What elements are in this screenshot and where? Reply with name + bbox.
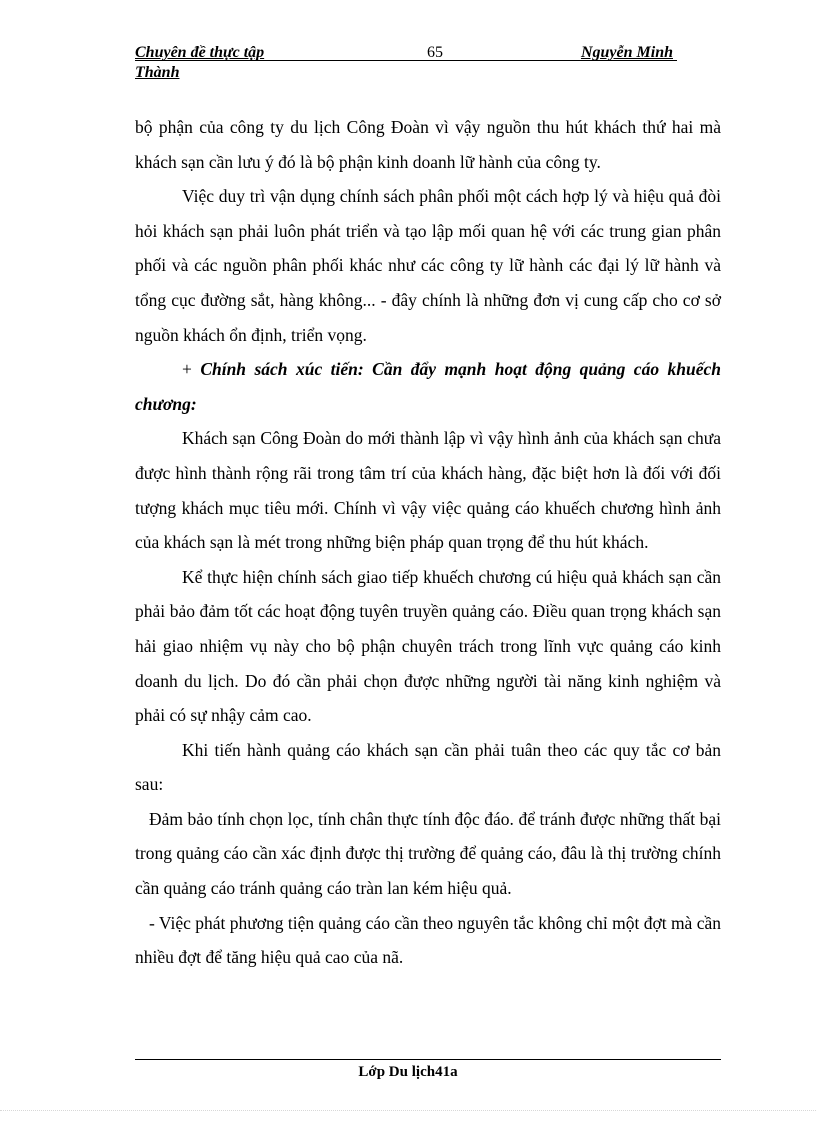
paragraph: Khách sạn Công Đoàn do mới thành lập vì vậy hình ảnh của khách sạn chưa được hình thành rộng rãi trong tâm trí của khách hàng, đặc biệt hơn là đối với đối tượng khách mục tiêu mới. Chính vì vậy việc quảng cáo khuếch chương hình ảnh của khách sạn là mét trong những biện pháp quan trọng để thu hút khách. xyxy=(135,428,721,553)
footer-rule xyxy=(135,1059,721,1060)
document-body xyxy=(135,110,721,975)
header-document-title: Chuyên đề thực tập xyxy=(135,44,265,61)
header-page-number: 65 xyxy=(427,44,443,61)
paragraph: Kể thực hiện chính sách giao tiếp khuếch chương cú hiệu quả khách sạn cần phải bảo đảm tốt các hoạt động tuyên truyền quảng cáo. Điều quan trọng khách sạn hải giao nhiệm vụ này cho bộ phận chuyên trách trong lĩnh vực quảng cáo kinh doanh du lịch. Do đó cần phải chọn được những người tài năng kinh nghiệm và phải có sự nhậy cảm cao. xyxy=(135,566,721,726)
paragraph: Đảm bảo tính chọn lọc, tính chân thực tính độc đáo. để tránh được những thất bại trong quảng cáo cần xác định được thị trường để quảng cáo, đâu là thị trường chính cần quảng cáo tránh quảng cáo tràn lan kém hiệu quả. xyxy=(135,808,721,899)
header-author-name-continued: Thành xyxy=(135,64,180,81)
section-heading xyxy=(135,352,721,421)
header-author-name: Nguyễn Minh xyxy=(580,44,673,61)
paragraph: bộ phận của công ty du lịch Công Đoàn vì vậy nguồn thu hút khách thứ hai mà khách sạn cần lưu ý đó là bộ phận kinh doanh lữ hành của công ty. xyxy=(135,117,721,172)
page-edge-divider xyxy=(0,1110,816,1111)
paragraph: Khi tiến hành quảng cáo khách sạn cần phải tuân theo các quy tắc cơ bản sau: xyxy=(135,739,721,795)
heading-prefix: + xyxy=(182,359,201,380)
page-footer: Lớp Du lịch41a xyxy=(358,1064,458,1080)
heading-text: Chính sách xúc tiến: Cần đẩy mạnh hoạt động quảng cáo khuếch chương: xyxy=(135,359,721,414)
page-header xyxy=(135,44,677,84)
paragraph: Việc duy trì vận dụng chính sách phân phối một cách hợp lý và hiệu quả đòi hỏi khách sạn phải luôn phát triển và tạo lập mối quan hệ với các trung gian phân phối và các nguồn phân phối khác như các công ty lữ hành các đại lý lữ hành và tổng cục đường sắt, hàng không... - đây chính là những đơn vị cung cấp cho cơ sở nguồn khách ổn định, triển vọng. xyxy=(135,186,721,345)
paragraph: - Việc phát phương tiện quảng cáo cần theo nguyên tắc không chỉ một đợt mà cần nhiều đợt để tăng hiệu quả cao của nã. xyxy=(135,912,721,968)
